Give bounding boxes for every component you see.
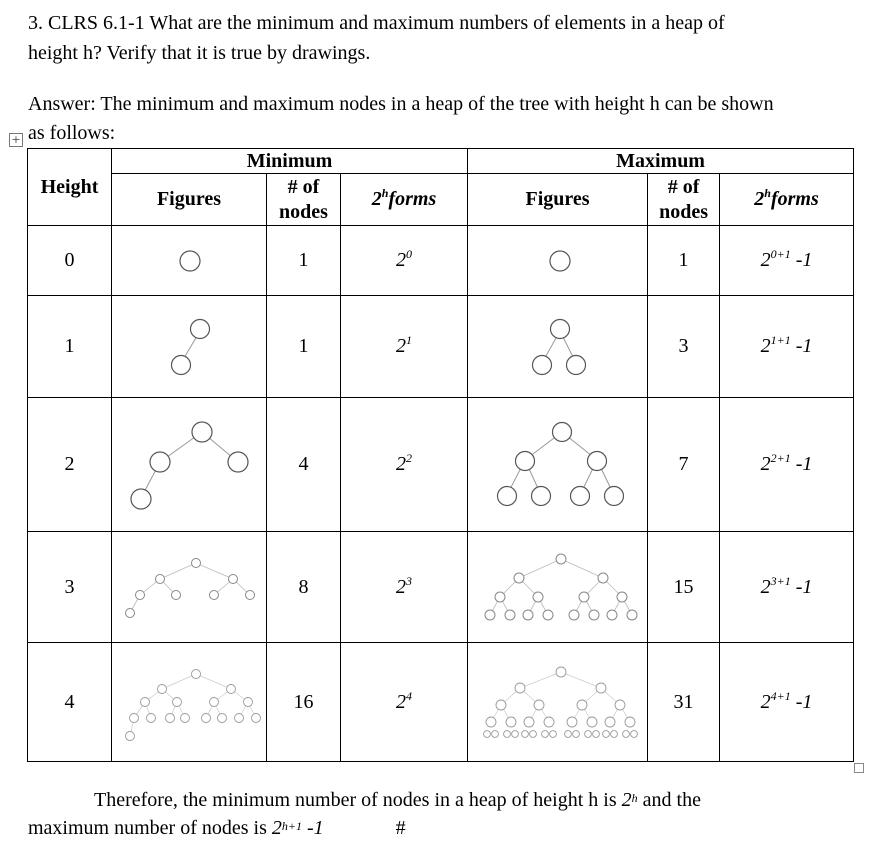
- heap-tree-figure: [470, 400, 645, 530]
- min-form-cell: $2^0$: [341, 226, 468, 296]
- max-forms-header: 2$^h$forms: [720, 174, 854, 226]
- min-figure-h0: [112, 226, 267, 296]
- heap-tree-figure: [114, 533, 264, 641]
- min-nodes-cell: 4: [267, 398, 341, 532]
- max-nodes-cell: 7: [648, 398, 720, 532]
- min-forms-header: 2$^h$forms: [341, 174, 468, 226]
- conclusion-line-1: Therefore, the minimum number of nodes in a heap of height h is 2$^h$ and the: [94, 789, 701, 811]
- min-figure-h1: [112, 296, 267, 398]
- min-figures-header: Figures: [112, 174, 267, 226]
- min-form-cell: $2^4$: [341, 643, 468, 762]
- nodes-header-line-2: nodes: [279, 200, 328, 223]
- max-nodes-cell: 1: [648, 226, 720, 296]
- height-cell: 2: [28, 398, 112, 532]
- max-form-cell: $2^{4+1}$ -1: [720, 643, 854, 762]
- nodes-header-line-1: # of: [287, 175, 320, 198]
- heap-tree-figure: [114, 644, 264, 760]
- min-form-cell: $2^2$: [341, 398, 468, 532]
- table-row: [28, 532, 854, 643]
- table-row: [28, 398, 854, 532]
- height-cell: 3: [28, 532, 112, 643]
- conclusion-line-2: maximum number of nodes is $2^{h+1}$ -1 #: [28, 814, 868, 842]
- heap-table: [27, 148, 854, 762]
- min-figure-h2: [112, 398, 267, 532]
- height-cell: 1: [28, 296, 112, 398]
- minimum-header: Minimum: [112, 149, 468, 174]
- min-nodes-cell: 16: [267, 643, 341, 762]
- end-mark: #: [395, 817, 406, 839]
- maximum-header: Maximum: [468, 149, 854, 174]
- table-row: [28, 226, 854, 296]
- heap-tree-figure: [470, 644, 645, 760]
- heap-tree-figure: [114, 400, 264, 530]
- max-figure-h2: [468, 398, 648, 532]
- height-header: Height: [28, 149, 112, 226]
- answer-line-1: Answer: The minimum and maximum nodes in a heap of the tree with height h can be shown: [28, 93, 774, 115]
- max-figure-h4: [468, 643, 648, 762]
- question-line-1: 3. CLRS 6.1-1 What are the minimum and maximum numbers of elements in a heap of: [28, 12, 725, 34]
- table-move-handle-icon[interactable]: +: [9, 133, 23, 147]
- question-line-2: height h? Verify that it is true by drawings.: [28, 42, 371, 64]
- max-figure-h0: [468, 226, 648, 296]
- min-form-cell: $2^1$: [341, 296, 468, 398]
- max-nodes-cell: 3: [648, 296, 720, 398]
- max-nodes-cell: 15: [648, 532, 720, 643]
- min-figure-h3: [112, 532, 267, 643]
- max-form-cell: $2^{2+1}$ -1: [720, 398, 854, 532]
- answer-line-2: as follows:: [28, 122, 116, 144]
- max-form-cell: $2^{3+1}$ -1: [720, 532, 854, 643]
- table-row: [28, 643, 854, 762]
- question: [28, 8, 868, 68]
- conclusion: [28, 786, 868, 842]
- min-nodes-cell: 1: [267, 296, 341, 398]
- min-nodes-cell: 1: [267, 226, 341, 296]
- max-form-cell: $2^{0+1}$ -1: [720, 226, 854, 296]
- max-figure-h3: [468, 532, 648, 643]
- nodes-header-line-2: nodes: [659, 200, 708, 223]
- heap-tree-figure: [470, 533, 645, 641]
- max-figures-header: Figures: [468, 174, 648, 226]
- heap-tree-figure: [470, 297, 645, 397]
- heap-tree-figure: [470, 227, 645, 295]
- min-form-cell: $2^3$: [341, 532, 468, 643]
- min-figure-h4: [112, 643, 267, 762]
- max-form-cell: $2^{1+1}$ -1: [720, 296, 854, 398]
- min-nodes-header: [267, 174, 341, 226]
- heap-tree-figure: [114, 227, 264, 295]
- min-nodes-cell: 8: [267, 532, 341, 643]
- table-resize-handle[interactable]: [854, 763, 864, 773]
- answer-intro: [28, 90, 873, 148]
- max-nodes-cell: 31: [648, 643, 720, 762]
- table-row: [28, 296, 854, 398]
- height-cell: 4: [28, 643, 112, 762]
- height-cell: 0: [28, 226, 112, 296]
- max-nodes-header: [648, 174, 720, 226]
- heap-tree-figure: [114, 297, 264, 397]
- max-figure-h1: [468, 296, 648, 398]
- nodes-header-line-1: # of: [667, 175, 700, 198]
